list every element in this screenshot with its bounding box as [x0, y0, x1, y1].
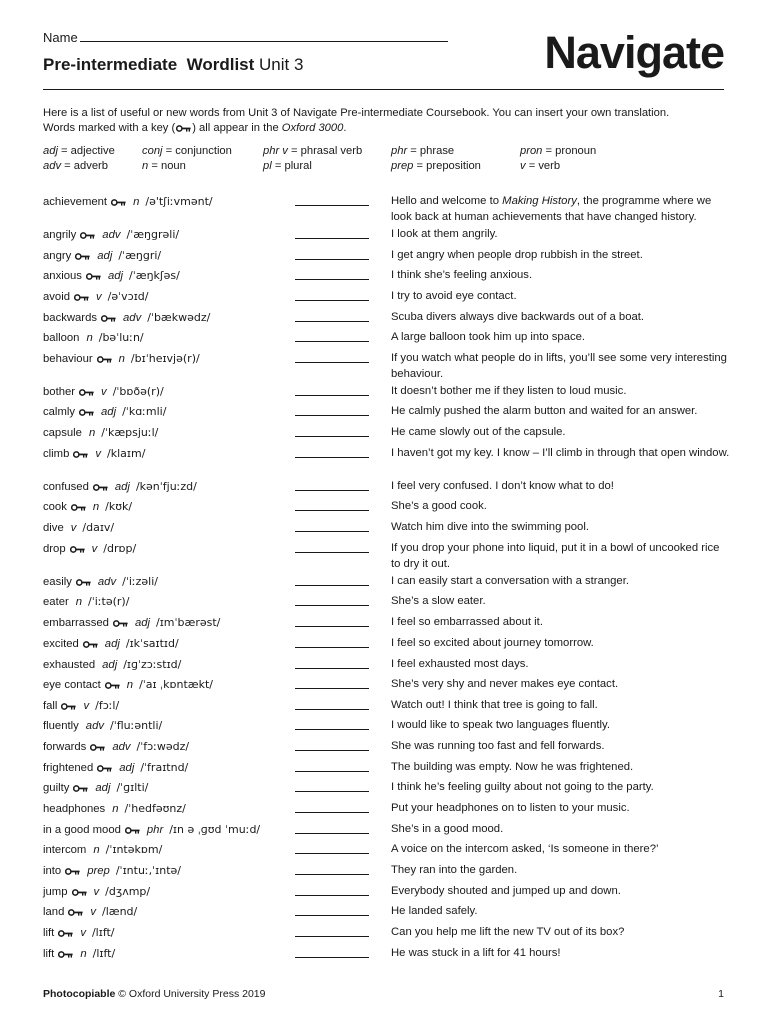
- key-icon: [93, 353, 112, 365]
- translation-blank[interactable]: [295, 362, 369, 363]
- entry-part-of-speech: n: [80, 948, 87, 960]
- intro-text: [43, 106, 733, 136]
- abbr-conj: conj = conjunction: [142, 145, 232, 157]
- entry-part-of-speech: n: [93, 844, 100, 856]
- abbr-v: v = verb: [520, 160, 561, 172]
- entry-part-of-speech: adj: [114, 481, 130, 493]
- entry-part-of-speech: adj: [119, 762, 135, 774]
- entry-headword: [43, 904, 137, 921]
- translation-blank[interactable]: [295, 812, 369, 813]
- entry-word: frightened: [43, 762, 94, 774]
- key-icon: [54, 948, 73, 960]
- translation-blank[interactable]: [295, 750, 369, 751]
- key-icon: [61, 865, 80, 877]
- translation-blank[interactable]: [295, 936, 369, 937]
- entry-part-of-speech: n: [112, 803, 119, 815]
- entry-word: balloon: [43, 332, 80, 344]
- entry-word: lift: [43, 927, 55, 939]
- programme-title: Making History: [502, 195, 577, 207]
- entry-part-of-speech: n: [92, 501, 100, 513]
- entry-example: They ran into the garden.: [391, 864, 518, 876]
- entry-part-of-speech: n: [86, 332, 93, 344]
- translation-blank[interactable]: [295, 771, 369, 772]
- entry-pronunciation: /əˈvɔɪd/: [107, 290, 149, 303]
- entry-headword: [43, 677, 213, 694]
- entry-part-of-speech: v: [70, 522, 77, 534]
- translation-blank[interactable]: [295, 729, 369, 730]
- entry-part-of-speech: adv: [85, 720, 105, 732]
- entry-pronunciation: /lænd/: [102, 905, 138, 918]
- abbr-adj: adj = adjective: [43, 145, 115, 157]
- entry-part-of-speech: adj: [104, 638, 120, 650]
- key-icon: [75, 386, 94, 398]
- translation-blank[interactable]: [295, 957, 369, 958]
- entry-word: confused: [43, 481, 89, 493]
- entry-example: Watch out! I think that tree is going to fall.: [391, 699, 598, 711]
- translation-blank[interactable]: [295, 605, 369, 606]
- key-icon: [107, 196, 126, 208]
- entry-pronunciation: /ɪn ə ˌɡʊd ˈmuːd/: [169, 823, 261, 836]
- entry-part-of-speech: adv: [112, 741, 131, 753]
- entry-pronunciation: /ˈfɔːwədz/: [136, 740, 190, 753]
- translation-blank[interactable]: [295, 647, 369, 648]
- entry-word: intercom: [43, 844, 87, 856]
- entry-headword: [43, 499, 132, 516]
- entry-pronunciation: /ˈbækwədz/: [147, 311, 211, 324]
- entry-headword: [43, 541, 136, 558]
- key-icon: [109, 617, 128, 629]
- entry-example: She’s a slow eater.: [391, 595, 486, 607]
- entry-word: climb: [43, 448, 70, 460]
- page-number: 1: [718, 988, 724, 1000]
- entry-headword: [43, 351, 200, 368]
- entry-word: bother: [43, 386, 76, 398]
- entry-example: I feel exhausted most days.: [391, 658, 529, 670]
- entry-pronunciation: /ˈɪntuː,ˈɪntə/: [115, 864, 181, 877]
- entry-headword: [43, 594, 129, 611]
- entry-pronunciation: /ˈbɒðə(r)/: [112, 385, 164, 398]
- sheet-title: [43, 55, 303, 75]
- entry-headword: [43, 194, 213, 211]
- entry-word: eater: [43, 596, 69, 608]
- entry-part-of-speech: adj: [101, 406, 117, 418]
- entry-headword: [43, 268, 180, 285]
- key-icon: [176, 125, 191, 132]
- translation-blank[interactable]: [295, 668, 369, 669]
- entry-part-of-speech: n: [126, 679, 134, 691]
- entry-part-of-speech: v: [80, 927, 86, 939]
- translation-blank[interactable]: [295, 895, 369, 896]
- entry-headword: [43, 330, 144, 347]
- entry-headword: [43, 842, 162, 859]
- entry-example: I try to avoid eye contact.: [391, 290, 517, 302]
- abbr-phr-v: phr v = phrasal verb: [263, 145, 363, 157]
- entry-example: I get angry when people drop rubbish in the street.: [391, 249, 643, 261]
- entry-example: I can easily start a conversation with a stranger.: [391, 575, 629, 587]
- translation-blank[interactable]: [295, 626, 369, 627]
- entry-headword: [43, 615, 220, 632]
- entry-part-of-speech: v: [90, 906, 97, 918]
- key-icon: [86, 741, 105, 753]
- entry-pronunciation: /fɔːl/: [95, 699, 120, 712]
- entry-pronunciation: /ˈkæpsjuːl/: [101, 426, 159, 439]
- translation-blank[interactable]: [295, 531, 369, 532]
- entry-headword: [43, 636, 179, 653]
- abbr-pl: pl = plural: [263, 160, 312, 172]
- entry-word: cook: [43, 501, 67, 513]
- entry-word: avoid: [43, 291, 71, 303]
- entry-word: achievement: [43, 196, 108, 208]
- entry-pronunciation: /ˈaɪ ˌkɒntækt/: [139, 678, 213, 691]
- entry-word: into: [43, 865, 62, 877]
- key-icon: [121, 824, 140, 836]
- entry-example: Everybody shouted and jumped up and down.: [391, 885, 621, 897]
- key-icon: [57, 700, 76, 712]
- entry-example: He was stuck in a lift for 41 hours!: [391, 947, 561, 959]
- entry-headword: [43, 863, 181, 880]
- translation-blank[interactable]: [295, 791, 369, 792]
- key-icon: [93, 762, 112, 774]
- entry-example: She’s in a good mood.: [391, 823, 504, 835]
- entry-pronunciation: /lɪft/: [91, 926, 115, 939]
- key-icon: [71, 250, 90, 262]
- entry-word: exhausted: [43, 659, 96, 671]
- entry-headword: [43, 718, 162, 735]
- translation-blank[interactable]: [295, 490, 369, 491]
- entry-example: She was running too fast and fell forwards.: [391, 740, 605, 752]
- entry-headword: [43, 227, 179, 244]
- entry-word: angrily: [43, 229, 77, 241]
- entry-word: eye contact: [43, 679, 101, 691]
- translation-blank[interactable]: [295, 688, 369, 689]
- key-icon: [66, 543, 85, 555]
- entry-example: I haven’t got my key. I know – I’ll climb in through that open window.: [391, 447, 730, 459]
- key-icon: [76, 229, 95, 241]
- translation-blank[interactable]: [295, 510, 369, 511]
- entry-part-of-speech: n: [118, 353, 125, 365]
- entry-headword: [43, 925, 115, 942]
- entry-word: capsule: [43, 427, 82, 439]
- translation-blank[interactable]: [295, 833, 369, 834]
- translation-blank[interactable]: [295, 874, 369, 875]
- intro-line-2-part-b: ) all appear in the: [192, 122, 282, 134]
- entry-example: I feel very confused. I don’t know what to do!: [391, 480, 614, 492]
- entry-part-of-speech: v: [93, 886, 100, 898]
- key-icon: [72, 576, 91, 588]
- translation-blank[interactable]: [295, 238, 369, 239]
- translation-blank[interactable]: [295, 259, 369, 260]
- entry-part-of-speech: n: [88, 427, 96, 439]
- entry-example: I think she’s feeling anxious.: [391, 269, 533, 281]
- entry-word: forwards: [43, 741, 87, 753]
- entry-headword: [43, 289, 149, 306]
- translation-blank[interactable]: [295, 585, 369, 586]
- translation-blank[interactable]: [295, 415, 369, 416]
- key-icon: [75, 406, 94, 418]
- entry-part-of-speech: adj: [134, 617, 151, 629]
- entry-example: Scuba divers always dive backwards out of a boat.: [391, 311, 645, 323]
- entry-example: He landed safely.: [391, 905, 478, 917]
- intro-line-1: Here is a list of useful or new words from Unit 3 of Navigate Pre-intermediate Coursebook. You can insert your own translation.: [43, 107, 670, 119]
- entry-headword: [43, 780, 148, 797]
- entry-word: easily: [43, 576, 72, 588]
- entry-word: behaviour: [43, 353, 93, 365]
- name-input-line[interactable]: [80, 41, 448, 42]
- entry-pronunciation: /ˈæŋgrəli/: [126, 228, 180, 241]
- entry-headword: [43, 739, 189, 756]
- entry-part-of-speech: phr: [146, 824, 164, 836]
- translation-blank[interactable]: [295, 205, 369, 206]
- entry-example: The building was empty. Now he was frightened.: [391, 761, 634, 773]
- entry-part-of-speech: adj: [95, 782, 111, 794]
- entry-word: calmly: [43, 406, 76, 418]
- entry-headword: [43, 479, 197, 496]
- entry-pronunciation: /lɪft/: [92, 947, 116, 960]
- key-icon: [79, 638, 98, 650]
- translation-blank[interactable]: [295, 915, 369, 916]
- translation-blank[interactable]: [295, 457, 369, 458]
- key-icon: [64, 906, 83, 918]
- entry-word: anxious: [43, 270, 82, 282]
- entry-headword: [43, 801, 186, 818]
- entry-part-of-speech: adj: [97, 250, 113, 262]
- entry-word: embarrassed: [43, 617, 109, 629]
- entry-headword: [43, 520, 114, 537]
- translation-blank[interactable]: [295, 552, 369, 553]
- entry-headword: [43, 404, 166, 421]
- key-icon: [97, 312, 116, 324]
- entry-pronunciation: /ˈiːzəli/: [122, 575, 158, 588]
- entry-pronunciation: /ˈiːtə(r)/: [88, 595, 130, 608]
- translation-blank[interactable]: [295, 279, 369, 280]
- entry-word: jump: [43, 886, 68, 898]
- intro-line-2: [43, 121, 733, 136]
- entry-word: fall: [43, 700, 58, 712]
- entry-word: lift: [43, 948, 55, 960]
- entry-example: She’s a good cook.: [391, 500, 487, 512]
- entry-pronunciation: /daɪv/: [82, 521, 115, 534]
- translation-blank[interactable]: [295, 853, 369, 854]
- key-icon: [101, 679, 120, 691]
- entry-pronunciation: /ˈfraɪtnd/: [140, 761, 189, 774]
- entry-pronunciation: /ˈkɑːmli/: [122, 405, 167, 418]
- key-icon: [54, 927, 73, 939]
- entry-example: I think he’s feeling guilty about not going to the party.: [391, 781, 654, 793]
- translation-blank[interactable]: [295, 341, 369, 342]
- entry-headword: [43, 657, 181, 674]
- entry-word: excited: [43, 638, 79, 650]
- entry-example: She’s very shy and never makes eye contact.: [391, 678, 619, 690]
- entry-pronunciation: /drɒp/: [103, 542, 137, 555]
- key-icon: [69, 448, 88, 460]
- entry-pronunciation: /ɪkˈsaɪtɪd/: [125, 637, 179, 650]
- abbr-phr: phr = phrase: [391, 145, 455, 157]
- entry-pronunciation: /bəˈluːn/: [98, 331, 144, 344]
- entry-pronunciation: /ˈhedfəʊnz/: [124, 802, 186, 815]
- entry-headword: [43, 310, 210, 327]
- entry-pronunciation: /ˈfluːəntli/: [110, 719, 163, 732]
- entry-pronunciation: /ɪɡˈzɔːstɪd/: [123, 658, 182, 671]
- entry-word: backwards: [43, 312, 97, 324]
- intro-oxford-3000: Oxford 3000: [281, 122, 344, 134]
- entry-pronunciation: /klaɪm/: [107, 447, 146, 460]
- entry-word: land: [43, 906, 65, 918]
- entry-word: angry: [43, 250, 72, 262]
- entry-pronunciation: /bɪˈheɪvjə(r)/: [130, 352, 200, 365]
- entry-part-of-speech: n: [75, 596, 83, 608]
- sheet-title-unit: Unit 3: [259, 55, 304, 74]
- entry-pronunciation: /kʊk/: [105, 500, 133, 513]
- key-icon: [70, 291, 89, 303]
- entry-example: Hello and welcome to Making History, the programme where we look back at human achievements that have changed history.: [391, 195, 712, 223]
- entry-part-of-speech: v: [95, 448, 102, 460]
- key-icon: [68, 886, 87, 898]
- entry-headword: [43, 248, 161, 265]
- entry-word: guilty: [43, 782, 70, 794]
- entry-example: A large balloon took him up into space.: [391, 331, 586, 343]
- entry-example: Put your headphones on to listen to your music.: [391, 802, 630, 814]
- entry-word: drop: [43, 543, 66, 555]
- entry-example: It doesn’t bother me if they listen to loud music.: [391, 385, 627, 397]
- entry-pronunciation: /ˈæŋgri/: [118, 249, 162, 262]
- footer-copyright-text: © Oxford University Press 2019: [115, 988, 266, 1000]
- intro-line-2-part-d: .: [343, 122, 347, 134]
- entry-pronunciation: /dʒʌmp/: [105, 885, 151, 898]
- entry-example: He calmly pushed the alarm button and waited for an answer.: [391, 405, 698, 417]
- entry-part-of-speech: v: [101, 386, 107, 398]
- key-icon: [67, 501, 86, 513]
- entry-pronunciation: /ɪmˈbærəst/: [156, 616, 221, 629]
- entry-example: Can you help me lift the new TV out of its box?: [391, 926, 625, 938]
- entry-part-of-speech: adj: [102, 659, 118, 671]
- entry-part-of-speech: v: [91, 543, 98, 555]
- entry-pronunciation: /ˈɪntəkɒm/: [105, 843, 163, 856]
- entry-example: A voice on the intercom asked, ‘Is someone in there?’: [391, 843, 659, 855]
- entry-pronunciation: /ˈæŋkʃəs/: [129, 269, 180, 282]
- header-divider: [43, 89, 724, 90]
- entry-headword: [43, 446, 145, 463]
- entry-headword: [43, 425, 158, 442]
- translation-blank[interactable]: [295, 300, 369, 301]
- abbr-n: n = noun: [142, 160, 186, 172]
- abbr-prep: prep = preposition: [391, 160, 481, 172]
- entry-example: I would like to speak two languages fluently.: [391, 719, 610, 731]
- entry-part-of-speech: adj: [107, 270, 124, 282]
- navigate-logo: Navigate: [544, 27, 724, 78]
- entry-example: If you watch what people do in lifts, you’ll see some very interesting behaviour.: [391, 352, 727, 380]
- entry-part-of-speech: adv: [102, 229, 121, 241]
- entry-example: I feel so excited about journey tomorrow.: [391, 637, 594, 649]
- name-label: Name: [43, 30, 78, 45]
- entry-example: He came slowly out of the capsule.: [391, 426, 566, 438]
- translation-blank[interactable]: [295, 709, 369, 710]
- entry-headword: [43, 822, 260, 839]
- translation-blank[interactable]: [295, 395, 369, 396]
- footer-photocopiable: Photocopiable: [43, 988, 116, 1000]
- entry-word: dive: [43, 522, 64, 534]
- entry-part-of-speech: adv: [123, 312, 142, 324]
- entry-pronunciation: /ə'tʃiːvmənt/: [145, 195, 213, 208]
- entry-word: headphones: [43, 803, 106, 815]
- entry-pronunciation: /ˈɡɪlti/: [116, 781, 149, 794]
- key-icon: [89, 481, 108, 493]
- entry-headword: [43, 698, 119, 715]
- entry-part-of-speech: v: [96, 291, 102, 303]
- translation-blank[interactable]: [295, 321, 369, 322]
- entry-headword: [43, 946, 115, 963]
- sheet-title-bold: Pre-intermediate Wordlist: [43, 55, 255, 74]
- entry-headword: [43, 574, 158, 591]
- entry-example: I feel so embarrassed about it.: [391, 616, 543, 628]
- entry-word: fluently: [43, 720, 79, 732]
- abbr-adv: adv = adverb: [43, 160, 109, 172]
- entry-part-of-speech: v: [83, 700, 90, 712]
- entry-part-of-speech: prep: [87, 865, 110, 877]
- entry-example: Watch him dive into the swimming pool.: [391, 521, 589, 533]
- key-icon: [82, 270, 101, 282]
- entry-word: in a good mood: [43, 824, 121, 836]
- entry-part-of-speech: n: [133, 196, 140, 208]
- abbr-pron: pron = pronoun: [520, 145, 597, 157]
- entry-example: If you drop your phone into liquid, put it in a bowl of uncooked rice to dry it out.: [391, 542, 720, 570]
- entry-part-of-speech: adv: [97, 576, 117, 588]
- entry-pronunciation: /kənˈfjuːzd/: [135, 480, 197, 493]
- translation-blank[interactable]: [295, 436, 369, 437]
- entry-headword: [43, 384, 164, 401]
- footer-copyright: [43, 988, 265, 1000]
- entry-headword: [43, 760, 188, 777]
- entry-example: I look at them angrily.: [391, 228, 498, 240]
- intro-line-2-part-a: Words marked with a key (: [43, 122, 176, 134]
- key-icon: [69, 782, 88, 794]
- entry-headword: [43, 884, 150, 901]
